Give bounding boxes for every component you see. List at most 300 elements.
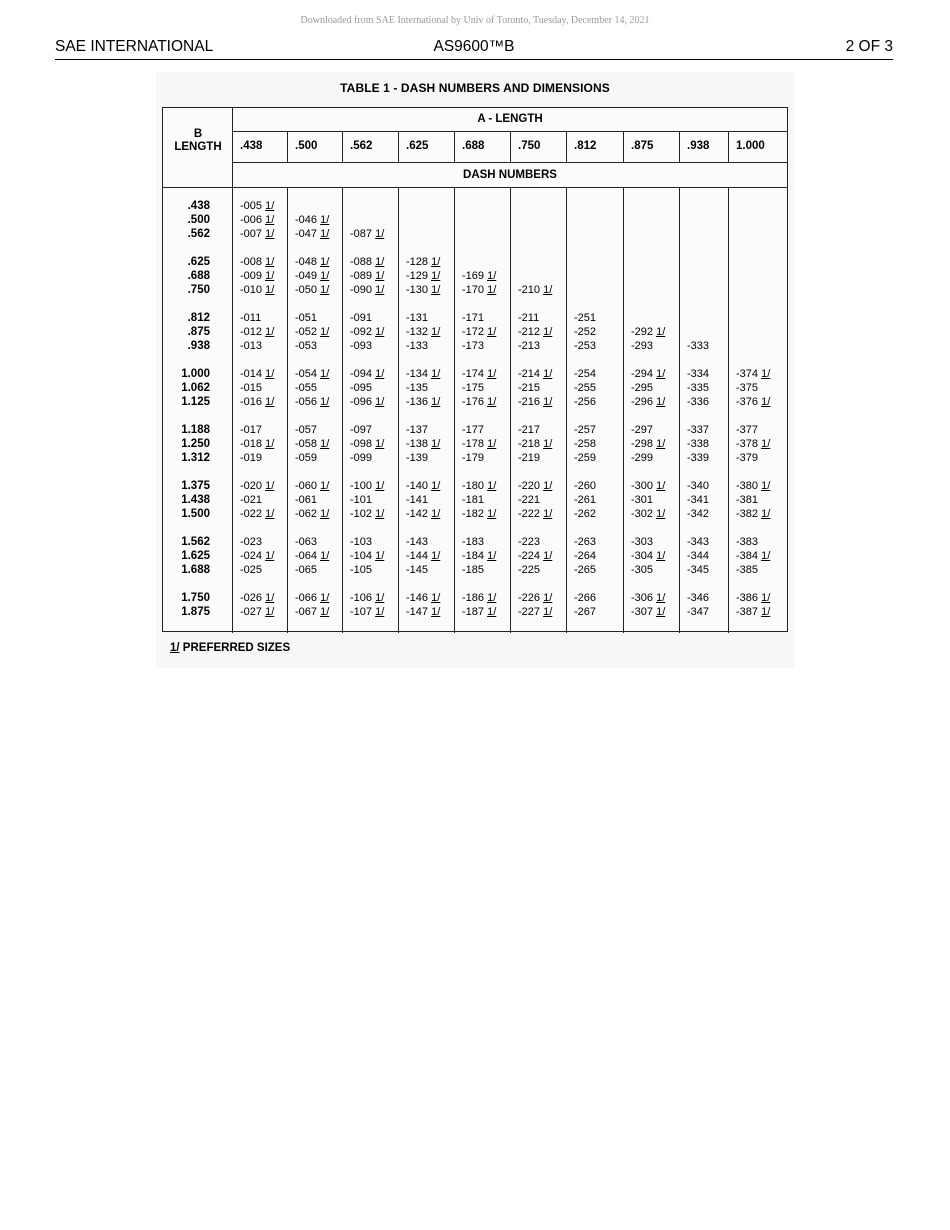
dash-number-cell: [518, 480, 552, 492]
dash-number-cell: [295, 606, 329, 618]
dash-number: -023: [240, 536, 263, 548]
dash-number-cell: [406, 438, 440, 450]
dash-number-cell: [462, 452, 484, 464]
dash-number: -337: [687, 424, 710, 436]
dash-number-cell: [350, 564, 372, 576]
dash-number: -217: [518, 424, 541, 436]
dash-number: -142: [406, 508, 429, 520]
dash-number: -066: [295, 592, 318, 604]
dash-number-cell: [350, 508, 384, 520]
dash-number-cell: [462, 438, 496, 450]
b-length-value: 1.750: [181, 592, 210, 604]
dash-number-cell: [406, 550, 440, 562]
dash-number: -025: [240, 564, 263, 576]
dash-number: -383: [736, 536, 759, 548]
dash-number-cell: [350, 270, 384, 282]
dash-number: -187: [462, 606, 485, 618]
dash-number: -058: [295, 438, 318, 450]
dash-number: -104: [350, 550, 373, 562]
dash-number: -011: [240, 312, 262, 324]
dash-number: -263: [574, 536, 597, 548]
dash-number-cell: [631, 564, 653, 576]
a-length-column-header: .875: [631, 140, 654, 152]
dash-number-cell: [462, 606, 496, 618]
dash-number: -098: [350, 438, 373, 450]
dash-number: -065: [295, 564, 318, 576]
dash-number: -092: [350, 326, 373, 338]
dash-number: -267: [574, 606, 597, 618]
preferred-size-mark: 1/: [431, 438, 441, 450]
a-length-column-header: .938: [687, 140, 710, 152]
dash-number: -346: [687, 592, 710, 604]
dash-number-cell: [518, 368, 552, 380]
preferred-size-mark: 1/: [543, 368, 553, 380]
dash-number-cell: [240, 270, 274, 282]
dash-number: -255: [574, 382, 597, 394]
preferred-size-mark: 1/: [761, 592, 771, 604]
dash-number-cell: [350, 326, 384, 338]
b-length-value: 1.188: [181, 424, 210, 436]
dash-number: -178: [462, 438, 485, 450]
preferred-size-mark: 1/: [265, 480, 275, 492]
preferred-size-mark: 1/: [431, 270, 441, 282]
a-length-header: A - LENGTH: [477, 113, 543, 125]
dash-number-cell: [518, 606, 552, 618]
dash-number-cell: [631, 452, 653, 464]
dash-number: -293: [631, 340, 654, 352]
dash-number-cell: [240, 382, 262, 394]
dash-number: -171: [462, 312, 485, 324]
dash-number: -301: [631, 494, 654, 506]
dash-number-cell: [240, 312, 261, 324]
preferred-size-mark: 1/: [265, 550, 275, 562]
dash-number: -347: [687, 606, 710, 618]
dash-number-cell: [462, 284, 496, 296]
preferred-size-mark: 1/: [320, 284, 330, 296]
dash-number: -252: [574, 326, 597, 338]
dash-number: -184: [462, 550, 485, 562]
dash-number-cell: [631, 536, 653, 548]
dash-number: -210: [518, 284, 541, 296]
dash-number-cell: [406, 368, 440, 380]
preferred-size-mark: 1/: [375, 326, 385, 338]
preferred-size-mark: 1/: [320, 480, 330, 492]
dash-number: -379: [736, 452, 759, 464]
dash-number-cell: [574, 480, 596, 492]
dash-number: -022: [240, 508, 263, 520]
dash-number: -341: [687, 494, 710, 506]
dash-number: -052: [295, 326, 318, 338]
dash-number-cell: [518, 396, 552, 408]
dash-number: -050: [295, 284, 318, 296]
column-divider: [342, 187, 343, 633]
b-length-value: .625: [187, 256, 210, 268]
b-length-value: 1.000: [181, 368, 210, 380]
dash-number-cell: [736, 494, 758, 506]
preferred-size-mark: 1/: [375, 228, 385, 240]
dash-number-cell: [574, 550, 596, 562]
dash-number-cell: [295, 424, 317, 436]
dash-number-cell: [240, 368, 274, 380]
dash-number: -304: [631, 550, 654, 562]
dash-number-cell: [574, 438, 596, 450]
dash-number-cell: [687, 564, 709, 576]
dash-number: -212: [518, 326, 541, 338]
dash-number: -334: [687, 368, 710, 380]
preferred-size-mark: 1/: [431, 550, 441, 562]
dash-number: -146: [406, 592, 429, 604]
b-length-value: .875: [187, 326, 210, 338]
preferred-size-mark: 1/: [543, 592, 553, 604]
preferred-size-mark: 1/: [320, 368, 330, 380]
dash-number-cell: [687, 368, 709, 380]
preferred-size-mark: 1/: [761, 438, 771, 450]
b-length-value: .938: [187, 340, 210, 352]
dash-number: -097: [350, 424, 373, 436]
preferred-size-mark: 1/: [487, 438, 497, 450]
dash-number-cell: [574, 606, 596, 618]
dash-number-cell: [574, 592, 596, 604]
preferred-size-mark: 1/: [656, 480, 666, 492]
dash-number: -342: [687, 508, 710, 520]
a-length-column-header: .812: [574, 140, 597, 152]
column-divider: [287, 131, 288, 162]
dash-number-cell: [350, 256, 384, 268]
dash-number-cell: [631, 480, 665, 492]
dash-number: -139: [406, 452, 429, 464]
dash-number: -130: [406, 284, 429, 296]
dash-number-cell: [240, 508, 274, 520]
footnote-mark: 1/: [170, 642, 180, 654]
dash-number-cell: [631, 368, 665, 380]
dash-number-cell: [462, 508, 496, 520]
preferred-size-mark: 1/: [656, 368, 666, 380]
dash-number: -179: [462, 452, 485, 464]
dash-number-cell: [518, 592, 552, 604]
preferred-size-mark: 1/: [431, 284, 441, 296]
preferred-size-mark: 1/: [656, 592, 666, 604]
column-divider: [566, 187, 567, 633]
dash-number: -132: [406, 326, 429, 338]
b-length-value: 1.250: [181, 438, 210, 450]
dash-number-cell: [406, 382, 428, 394]
dash-number-cell: [240, 326, 274, 338]
dash-number-cell: [687, 480, 709, 492]
dash-number: -262: [574, 508, 597, 520]
dash-number-cell: [240, 452, 262, 464]
column-divider: [679, 187, 680, 633]
preferred-size-mark: 1/: [543, 326, 553, 338]
column-divider: [510, 187, 511, 633]
preferred-size-mark: 1/: [543, 550, 553, 562]
dash-number-cell: [687, 438, 709, 450]
b-length-value: .812: [187, 312, 210, 324]
dash-number: -375: [736, 382, 759, 394]
dash-number-cell: [518, 312, 539, 324]
dash-number-cell: [462, 564, 484, 576]
b-length-value: .688: [187, 270, 210, 282]
dash-number: -008: [240, 256, 263, 268]
dash-number: -299: [631, 452, 654, 464]
preferred-size-mark: 1/: [761, 368, 771, 380]
dash-number-cell: [462, 326, 496, 338]
b-length-value: .500: [187, 214, 210, 226]
dash-number: -174: [462, 368, 485, 380]
b-length-value: 1.625: [181, 550, 210, 562]
dash-number-cell: [631, 550, 665, 562]
dash-number: -340: [687, 480, 710, 492]
dash-number: -213: [518, 340, 541, 352]
column-divider: [342, 131, 343, 162]
preferred-size-mark: 1/: [375, 550, 385, 562]
preferred-size-mark: 1/: [487, 480, 497, 492]
preferred-size-mark: 1/: [320, 228, 330, 240]
dash-number: -378: [736, 438, 759, 450]
preferred-size-mark: 1/: [320, 396, 330, 408]
preferred-size-mark: 1/: [543, 438, 553, 450]
dash-number: -106: [350, 592, 373, 604]
dash-number: -176: [462, 396, 485, 408]
dash-number: -173: [462, 340, 485, 352]
dash-number: -181: [462, 494, 485, 506]
dash-number-cell: [406, 340, 428, 352]
dash-number-cell: [350, 382, 372, 394]
dash-number-cell: [406, 396, 440, 408]
dash-number: -048: [295, 256, 318, 268]
b-length-value: 1.438: [181, 494, 210, 506]
dash-number: -101: [350, 494, 373, 506]
dash-number-cell: [240, 480, 274, 492]
dash-number-cell: [687, 550, 709, 562]
preferred-size-mark: 1/: [543, 480, 553, 492]
dash-number: -300: [631, 480, 654, 492]
preferred-size-mark: 1/: [375, 480, 385, 492]
dash-number-cell: [295, 536, 317, 548]
dash-number-cell: [631, 340, 653, 352]
dash-number-cell: [240, 200, 274, 212]
column-divider: [728, 187, 729, 633]
dash-number-cell: [518, 494, 540, 506]
dash-number: -177: [462, 424, 485, 436]
dash-number: -018: [240, 438, 263, 450]
dash-number-cell: [240, 592, 274, 604]
dash-number: -292: [631, 326, 654, 338]
dash-number: -261: [574, 494, 597, 506]
a-length-column-header: .438: [240, 140, 263, 152]
dash-number: -017: [240, 424, 263, 436]
dash-number: -224: [518, 550, 541, 562]
dash-number: -133: [406, 340, 429, 352]
dash-number-cell: [406, 592, 440, 604]
preferred-size-mark: 1/: [431, 480, 441, 492]
dash-number: -049: [295, 270, 318, 282]
dash-number: -218: [518, 438, 541, 450]
table-title: TABLE 1 - DASH NUMBERS AND DIMENSIONS: [340, 81, 610, 95]
dash-number: -056: [295, 396, 318, 408]
dash-number-cell: [295, 382, 317, 394]
dash-number: -141: [406, 494, 429, 506]
dash-number: -385: [736, 564, 759, 576]
dash-number-cell: [462, 480, 496, 492]
dash-number-cell: [462, 550, 496, 562]
dash-number-cell: [295, 396, 329, 408]
dash-number: -027: [240, 606, 263, 618]
header-body-divider: [163, 187, 787, 188]
b-length-value: .438: [187, 200, 210, 212]
dash-number-cell: [240, 396, 274, 408]
dash-number: -307: [631, 606, 654, 618]
preferred-size-mark: 1/: [431, 368, 441, 380]
dash-number: -134: [406, 368, 429, 380]
dash-number: -227: [518, 606, 541, 618]
dash-number-cell: [406, 564, 428, 576]
dash-number: -216: [518, 396, 541, 408]
dash-number-cell: [736, 550, 770, 562]
dash-number: -060: [295, 480, 318, 492]
dash-number: -214: [518, 368, 541, 380]
dash-number: -215: [518, 382, 541, 394]
dash-number-cell: [240, 214, 274, 226]
dash-number: -135: [406, 382, 429, 394]
preferred-size-mark: 1/: [487, 592, 497, 604]
dash-number-cell: [462, 312, 484, 324]
dash-number-cell: [240, 564, 262, 576]
dash-number: -306: [631, 592, 654, 604]
dash-number-cell: [518, 340, 540, 352]
preferred-size-mark: 1/: [265, 284, 275, 296]
dash-number: -128: [406, 256, 429, 268]
dash-number: -145: [406, 564, 429, 576]
dash-number-cell: [687, 494, 709, 506]
dash-number: -136: [406, 396, 429, 408]
dash-number-cell: [240, 494, 262, 506]
dash-number-cell: [462, 382, 484, 394]
dash-number: -051: [295, 312, 318, 324]
dash-number-cell: [350, 606, 384, 618]
dash-number: -006: [240, 214, 263, 226]
preferred-size-mark: 1/: [375, 256, 385, 268]
dash-number: -376: [736, 396, 759, 408]
dash-number: -226: [518, 592, 541, 604]
preferred-size-mark: 1/: [375, 606, 385, 618]
dash-number: -057: [295, 424, 318, 436]
dash-number-cell: [295, 494, 317, 506]
dash-number-cell: [240, 550, 274, 562]
dash-number: -384: [736, 550, 759, 562]
footnote: [170, 642, 290, 654]
dash-number-cell: [350, 284, 384, 296]
dash-number-cell: [295, 326, 329, 338]
dash-number: -180: [462, 480, 485, 492]
dash-number: -257: [574, 424, 597, 436]
preferred-size-mark: 1/: [656, 606, 666, 618]
preferred-size-mark: 1/: [375, 270, 385, 282]
dash-number-cell: [518, 326, 552, 338]
dash-number-cell: [574, 452, 596, 464]
dash-number-cell: [462, 368, 496, 380]
dash-number-cell: [736, 396, 770, 408]
dash-number: -091: [350, 312, 373, 324]
b-length-value: 1.562: [181, 536, 210, 548]
dash-number: -182: [462, 508, 485, 520]
dash-number: -339: [687, 452, 710, 464]
dash-number: -012: [240, 326, 263, 338]
dash-number: -053: [295, 340, 318, 352]
dash-number: -014: [240, 368, 263, 380]
dash-number: -064: [295, 550, 318, 562]
preferred-size-mark: 1/: [375, 396, 385, 408]
dash-number: -258: [574, 438, 597, 450]
b-header-line-1: B: [193, 128, 203, 140]
dash-number: -297: [631, 424, 654, 436]
preferred-size-mark: 1/: [320, 550, 330, 562]
dash-number-cell: [736, 480, 770, 492]
b-length-value: 1.500: [181, 508, 210, 520]
dash-number-cell: [350, 550, 384, 562]
dash-number-cell: [350, 536, 372, 548]
dash-number-cell: [687, 592, 709, 604]
dash-number-cell: [406, 256, 440, 268]
preferred-size-mark: 1/: [543, 508, 553, 520]
dash-number: -055: [295, 382, 318, 394]
dash-number: -264: [574, 550, 597, 562]
dash-number-cell: [406, 284, 440, 296]
dash-number-cell: [687, 424, 709, 436]
preferred-size-mark: 1/: [656, 396, 666, 408]
preferred-size-mark: 1/: [761, 508, 771, 520]
dash-number-cell: [687, 382, 709, 394]
dash-number-cell: [350, 424, 372, 436]
b-length-value: 1.312: [181, 452, 210, 464]
preferred-size-mark: 1/: [320, 592, 330, 604]
dash-number-cell: [631, 396, 665, 408]
dash-number-cell: [406, 326, 440, 338]
dash-number-cell: [406, 452, 428, 464]
dash-number: -107: [350, 606, 373, 618]
dash-number-cell: [518, 438, 552, 450]
column-divider: [510, 131, 511, 162]
dash-number: -175: [462, 382, 485, 394]
preferred-size-mark: 1/: [656, 326, 666, 338]
dash-number: -096: [350, 396, 373, 408]
dash-number: -131: [406, 312, 429, 324]
dash-number: -381: [736, 494, 759, 506]
dash-number: -054: [295, 368, 318, 380]
a-length-column-header: .625: [406, 140, 429, 152]
dash-number-cell: [350, 312, 372, 324]
dash-number-cell: [240, 284, 274, 296]
dash-number-cell: [736, 606, 770, 618]
dash-number: -305: [631, 564, 654, 576]
preferred-size-mark: 1/: [431, 396, 441, 408]
preferred-size-mark: 1/: [320, 326, 330, 338]
dash-number-cell: [518, 424, 540, 436]
dash-number: -260: [574, 480, 597, 492]
dash-number-cell: [736, 368, 770, 380]
dash-number-cell: [687, 452, 709, 464]
dash-number-cell: [406, 508, 440, 520]
dash-number-cell: [574, 340, 596, 352]
dash-number-cell: [295, 270, 329, 282]
dash-number-cell: [240, 438, 274, 450]
preferred-size-mark: 1/: [265, 228, 275, 240]
dash-number-cell: [736, 424, 758, 436]
page-header: [55, 38, 893, 60]
dash-number-cell: [240, 606, 274, 618]
preferred-size-mark: 1/: [761, 550, 771, 562]
dash-number-cell: [406, 424, 428, 436]
dash-number: -007: [240, 228, 263, 240]
